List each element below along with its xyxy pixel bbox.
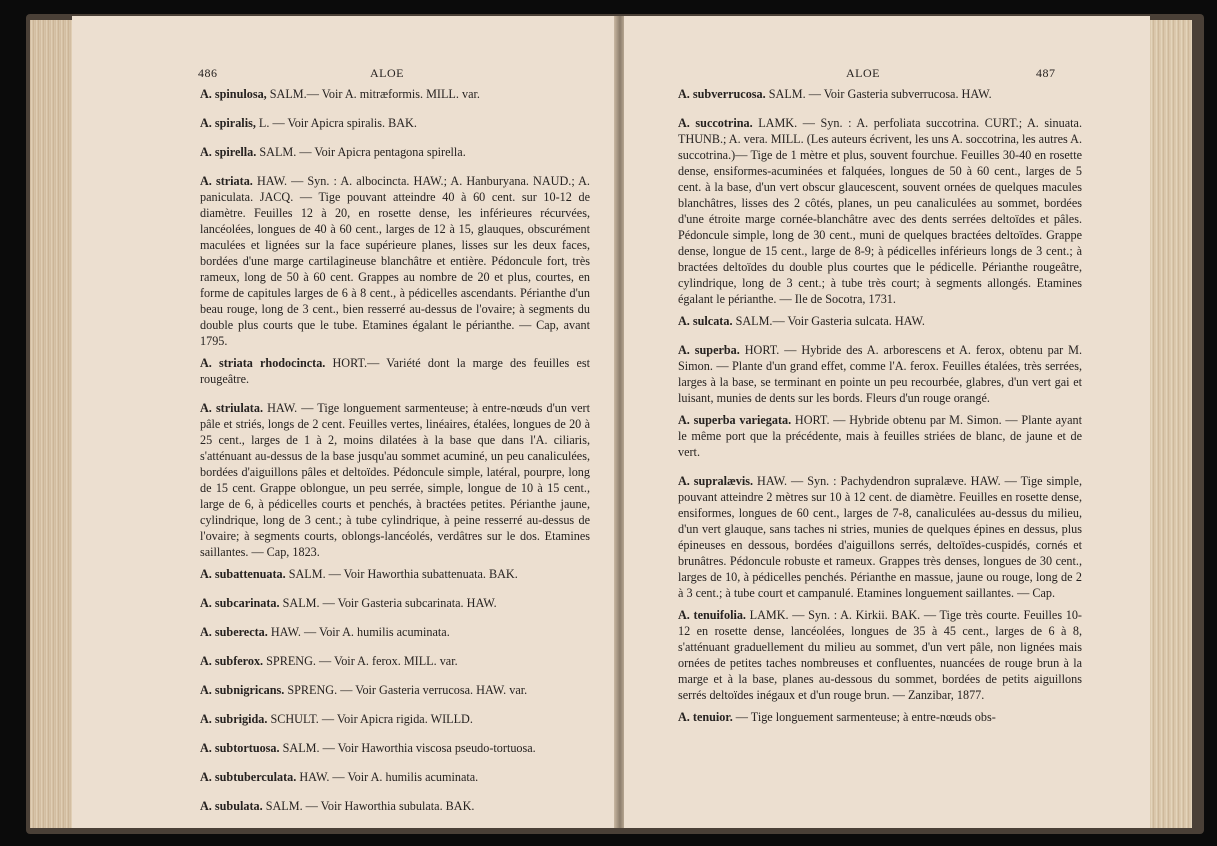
entry-name: A. succotrina. [678,116,753,130]
dictionary-entry [678,473,1082,601]
entry-name: A. striulata. [200,401,263,415]
entry-text: SALM. — Voir Haworthia subulata. BAK. [262,799,475,813]
entry-text: SALM. — Voir Gasteria subverrucosa. HAW. [765,87,992,101]
entry-name: A. supralævis. [678,474,754,488]
dictionary-entry [200,144,590,160]
entry-text: LAMK. — Syn. : A. perfoliata succotrina. CURT.; A. sinuata. THUNB.; A. vera. MILL. (Les auteurs écrivent, les uns A. soccotrina, les autres A. succotrina.)— Tige de 1 mètre et plus, souvent fourchue. Feuilles 30-40 en rosette dense, ensiformes-acuminées et falquées, longues de 50 à 60 cent., larges de 5 cent. à la base, d'un vert obscur glaucescent, souvent ornées de quelques macules blanchâtres, lisses des 2 côtés, planes, un peu canaliculées au sommet, bordées d'une étroite marge cornée-blanchâtre avec des dents serrées deltoïdes et pâles. Pédoncule simple, long de 30 cent., muni de quelques bractées deltoïdes. Grappe dense, longue de 15 cent., large de 8-9; à pédicelles inférieurs longs de 3 cent.; à bractées deltoïdes du double plus courtes que le pédicelle. Périanthe rougeâtre, cylindrique, long de 3 cent.; à tube très court; à segments allongés. Etamines égalant le périanthe. — Ile de Socotra, 1731. [678,116,1082,306]
dictionary-entry [678,709,1082,725]
entry-text: HORT. — Hybride des A. arborescens et A. ferox, obtenu par M. Simon. — Plante d'un grand effet, comme l'A. ferox. Feuilles étalées, très serrées, larges à la base, se terminant en pointe un peu recourbée, glabres, d'un vert gai et luisant, munies de dents sur les bords. Fleurs d'un rouge orangé. [678,343,1083,405]
entry-text: HAW. — Tige longuement sarmenteuse; à entre-nœuds d'un vert pâle et striés, longs de 2 cent. Feuilles vertes, linéaires, étalées, longues de 20 à 25 cent., larges de 1 à 2, moins dilatées à la base que dans l'A. ciliaris, s'atténuant au-dessus de la base jusqu'au sommet acuminé, un peu canaliculées, bordées d'aiguillons pâles et deltoïdes. Pédoncule simple, latéral, pourpre, long de 15 cent. Grappe oblongue, un peu serrée, simple, longue de 10 à 15 cent., large de 6, à pédicelles courts et penchés, à bractées petites. Périanthe jaune, cylindrique, long de 3 cent.; à tube cylindrique, à peine resserré au-dessus de l'ovaire; à segments courts, oblongs-lancéolés, verdâtres sur le dos. Etamines saillantes. — Cap, 1823. [200,401,590,559]
entry-text: SCHULT. — Voir Apicra rigida. WILLD. [267,712,473,726]
dictionary-entry [200,740,590,756]
entry-name: A. subattenuata. [200,567,286,581]
dictionary-entry [200,400,590,560]
dictionary-entry [678,342,1082,406]
dictionary-entry [678,313,1082,329]
entry-text: SALM. — Voir Apicra pentagona spirella. [256,145,466,159]
entry-text: SPRENG. — Voir Gasteria verrucosa. HAW. var. [284,683,528,697]
dictionary-entry [200,711,590,727]
entry-name: A. tenuifolia. [678,608,746,622]
dictionary-entry [678,115,1082,307]
entry-name: A. striata. [200,174,253,188]
entry-text: — Tige longuement sarmenteuse; à entre-nœuds obs- [732,710,996,724]
entry-name: A. subcarinata. [200,596,280,610]
dictionary-entry [678,607,1082,703]
dictionary-entry [200,624,590,640]
entry-text: SALM.— Voir A. mitræformis. MILL. var. [266,87,480,101]
dictionary-entry [200,173,590,349]
entry-text: SPRENG. — Voir A. ferox. MILL. var. [263,654,458,668]
dictionary-entry [200,595,590,611]
right-page [624,16,1150,828]
dictionary-entry [200,798,590,814]
entry-name: A. suberecta. [200,625,268,639]
entry-name: A. subtuberculata. [200,770,297,784]
left-page [72,16,616,828]
page-edges-right [1150,20,1192,828]
entry-name: A. subrigida. [200,712,268,726]
left-column [200,86,590,827]
entry-text: SALM.— Voir Gasteria sulcata. HAW. [732,314,925,328]
running-head-left: ALOE [370,66,404,80]
dictionary-entry [678,86,1082,102]
entry-name: A. subferox. [200,654,264,668]
dictionary-entry [200,86,590,102]
entry-name: A. subverrucosa. [678,87,766,101]
entry-name: A. superba variegata. [678,413,792,427]
entry-name: A. sulcata. [678,314,733,328]
entry-text: HAW. — Syn. : A. albocincta. HAW.; A. Hanburyana. NAUD.; A. paniculata. JACQ. — Tige pouvant atteindre 40 à 60 cent. sur 10-12 de diamètre. Feuilles 12 à 20, en rosette dense, les inférieures récurvées, lancéolées, longues de 40 à 60 cent., larges de 12 à 15, glauques, obscurément maculées et lignées sur la face supérieure planes, lisses sur les deux faces, bordées d'une marge cartilagineuse blanchâtre et entière. Pédoncule fort, très rameux, long de 50 à 60 cent. Grappes au nombre de 20 et plus, courtes, en forme de capitules larges de 6 à 8 cent., à pédicelles ascendants. Périanthe d'un beau rouge, long de 3 cent., bien resserré au-dessus de l'ovaire; à segments du double plus courts que le tube. Etamines égalant le périanthe. — Cap, avant 1795. [200,174,590,348]
entry-name: A. spiralis, [200,116,256,130]
right-column [678,86,1082,738]
entry-text: HAW. — Voir A. humilis acuminata. [296,770,479,784]
dictionary-entry [200,566,590,582]
page-number-left: 486 [198,66,218,80]
entry-text: HAW. — Syn. : Pachydendron supralæve. HAW. — Tige simple, pouvant atteindre 2 mètres sur 10 à 12 cent. de diamètre. Feuilles en rosette dense, ensiformes, longues de 60 cent., larges de 7-8, canaliculées au-dessus du milieu, d'un vert glauque, sans taches ni stries, munies de quelques épines en dessus, plus épineuses en dessous, bordées d'aiguillons serrés, deltoïdes-cuspidés, cornés et brunâtres. Pédoncule robuste et rameux. Grappes très denses, longues de 30 cent., larges de 10, à pédicelles penchés. Périanthe en massue, jaune ou rouge, long de 2 à 3 cent.; à tube court et campanulé. Etamines longuement saillantes. — Cap. [678,474,1082,600]
dictionary-entry [678,412,1082,460]
dictionary-entry [200,653,590,669]
entry-name: A. striata rhodocincta. [200,356,326,370]
entry-text: SALM. — Voir Gasteria subcarinata. HAW. [279,596,497,610]
dictionary-entry [200,769,590,785]
page-edges-left [30,20,72,828]
dictionary-entry [200,355,590,387]
entry-name: A. subnigricans. [200,683,285,697]
entry-text: SALM. — Voir Haworthia subattenuata. BAK. [285,567,518,581]
dictionary-entry [200,115,590,131]
dictionary-entry [200,682,590,698]
entry-name: A. spirella. [200,145,257,159]
entry-name: A. subtortuosa. [200,741,280,755]
entry-text: HORT. — Hybride obtenu par M. Simon. — Plante ayant le même port que la précédente, mais à feuilles striées de blanc, de jaune et de vert. [678,413,1082,459]
entry-text: LAMK. — Syn. : A. Kirkii. BAK. — Tige très courte. Feuilles 10-12 en rosette dense, lancéolées, longues de 35 à 45 cent., larges de 6 à 8, s'atténuant graduellement du milieu au sommet, d'un vert pâle, non lignées mais ornées de petites taches nombreuses et confluentes, nuancées de rouge brun à la marge et à la base, planes au-dessous du sommet, bordées de petits aiguillons serrés deltoïdes inégaux et d'un rouge brun. — Zanzibar, 1877. [678,608,1082,702]
page-number-right: 487 [1036,66,1056,80]
entry-name: A. spinulosa, [200,87,267,101]
running-head-right: ALOE [846,66,880,80]
entry-name: A. superba. [678,343,740,357]
entry-text: HORT.— Variété dont la marge des feuilles est rougeâtre. [200,356,590,386]
entry-text: HAW. — Voir A. humilis acuminata. [267,625,450,639]
entry-text: SALM. — Voir Haworthia viscosa pseudo-tortuosa. [279,741,536,755]
entry-name: A. tenuior. [678,710,733,724]
entry-text: L. — Voir Apicra spiralis. BAK. [255,116,417,130]
entry-name: A. subulata. [200,799,263,813]
